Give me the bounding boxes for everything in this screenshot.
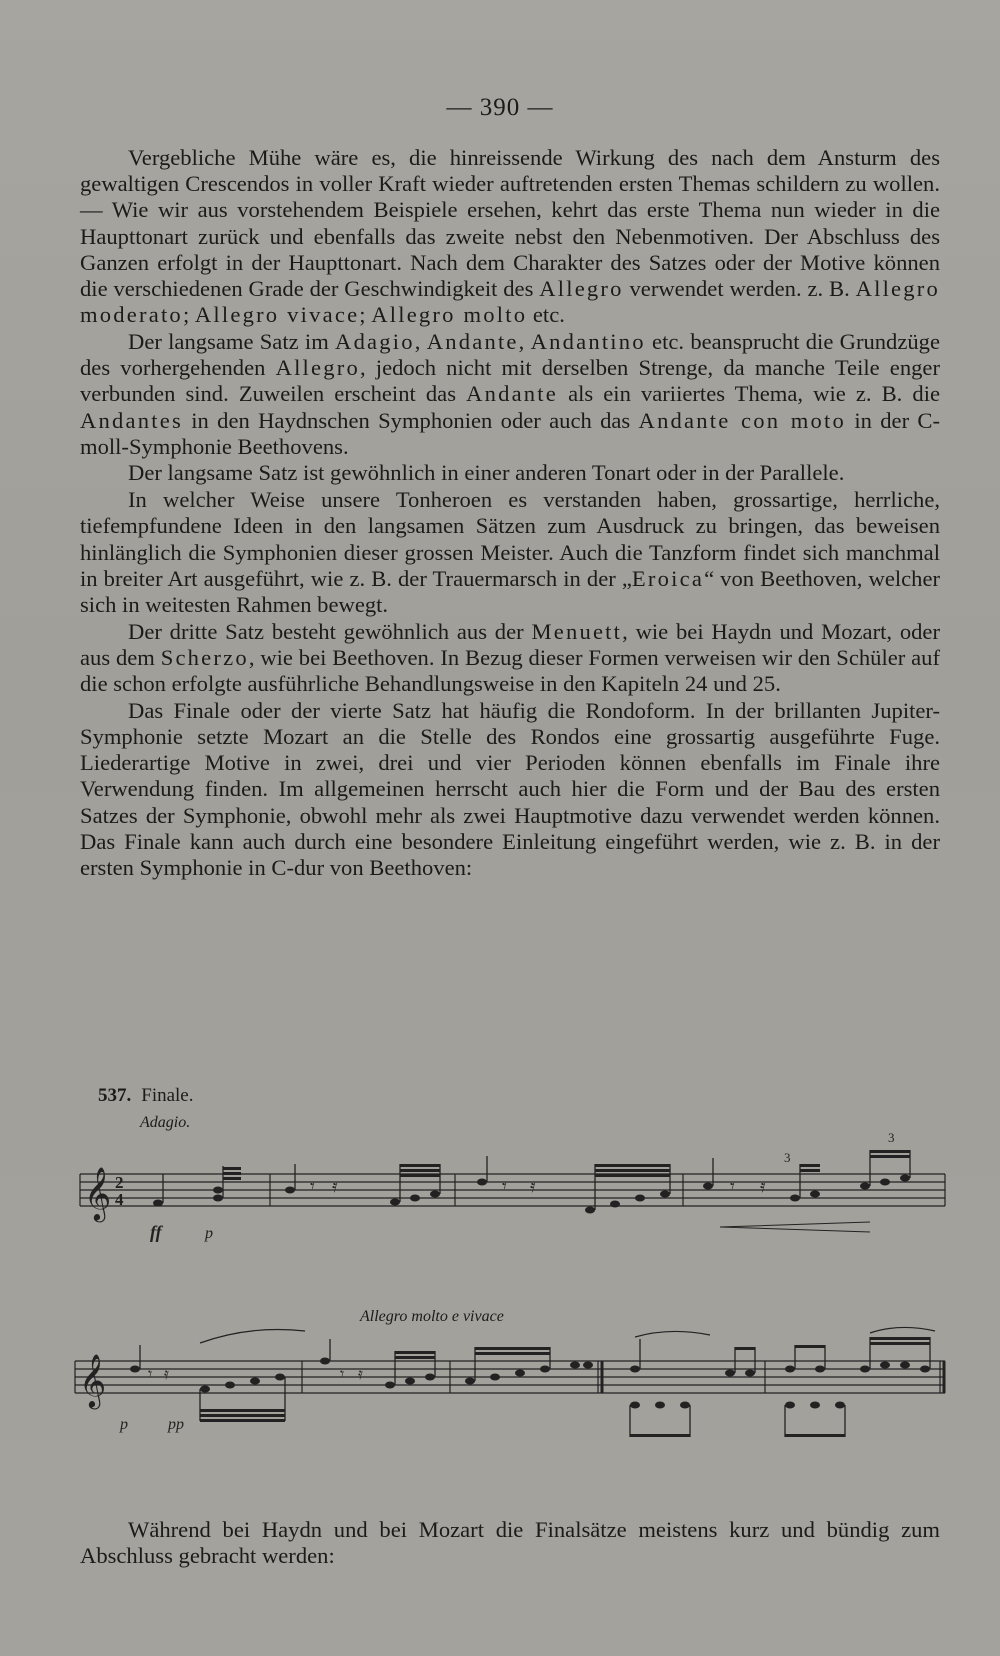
text-run: , wie bei Haydn und Mozart, oder aus dem (80, 618, 940, 670)
text-run: Vergebliche Mühe wäre es, die hinreissende Wirkung des nach dem Ansturm des gewaltigen Crescendos in voller Kraft wieder auftretenden ersten Themas schildern zu wollen. — Wie wir aus vorstehendem Beispiele ersehen, kehrt das erste Thema nun wieder in die Haupttonart zurück und ebenfalls das zweite nebst den Nebenmotiven. Der Abschluss des Ganzen erfolgt in der Haupttonart. Nach dem Charakter des Satzes oder der Motive können die verschiedenen Grade der Geschwindigkeit des (80, 145, 940, 302)
paragraph-4 (80, 487, 940, 618)
triplet-mark-2: 3 (888, 1130, 895, 1145)
text-run: ; (182, 302, 195, 328)
svg-text:𝄾: 𝄾 (340, 1366, 345, 1383)
svg-text:𝄿: 𝄿 (358, 1366, 363, 1383)
text-run: ; (359, 302, 372, 328)
paragraph-6 (80, 698, 940, 881)
paragraph-5 (80, 619, 940, 698)
example-title: Finale. (141, 1085, 194, 1106)
spaced-term: Andantino (530, 328, 646, 354)
time-signature-bottom: 4 (115, 1190, 124, 1209)
paragraph-1 (80, 145, 940, 328)
slur-2 (635, 1331, 710, 1337)
dynamic-p: p (205, 1225, 213, 1242)
spaced-term: Allegro (275, 355, 360, 381)
text-run: verwendet werden. z. B. (623, 276, 856, 302)
svg-text:𝄾: 𝄾 (148, 1366, 153, 1383)
triplet-mark: 3 (784, 1150, 791, 1165)
music-staff-1 (70, 1130, 950, 1250)
text-run: Der dritte Satz besteht gewöhnlich aus der (128, 618, 532, 644)
treble-clef-icon: 𝄞 (84, 1166, 112, 1220)
text-run: in den Haydnschen Symphonien oder auch das (182, 407, 639, 433)
text-run: etc. (527, 302, 565, 328)
text-run: Das Finale oder der vierte Satz hat häufig die Rondoform. In der brillanten Jupiter-Symphonie setzte Mozart an die Stelle des Rondos eine grossartig ausgeführte Fuge. Liederartige Motive in zwei, drei und vier Perioden können ebenfalls im Finale ihre Verwendung finden. Im allgemeinen herrscht auch hier die Form und der Bau des ersten Satzes der Symphonie, obwohl mehr als zwei Hauptmotive dazu verwendet werden können. Das Finale kann auch durch eine besondere Einleitung eingeführt werden, wie z. B. in der ersten Symphonie in C-dur von Beethoven: (80, 697, 940, 880)
dynamic-p-2: p (120, 1416, 128, 1433)
text-run: , (414, 328, 427, 354)
text-run: “ von Beethoven, welcher sich in weitesten Rahmen bewegt. (80, 565, 940, 617)
text-run: , jedoch nicht mit derselben Strenge, da manche Teile enger verbunden sind. Zuweilen erscheint das (80, 355, 940, 407)
text-run: als ein variiertes Thema, wie z. B. die (558, 381, 940, 407)
spaced-term: Andantes (80, 407, 183, 433)
music-staff-2 (70, 1325, 950, 1445)
body-text (80, 145, 940, 881)
closing-text (80, 1517, 940, 1569)
text-run: Der langsame Satz im (128, 328, 336, 354)
svg-text:𝄾: 𝄾 (310, 1176, 315, 1196)
text-run: In welcher Weise unsere Tonheroen es verstanden haben, grossartige, herrliche, tiefempfundene Ideen in den langsamen Sätzen zum Ausdruck zu bringen, das beweisen hinlänglich die Symphonien dieser grossen Meister. Auch die Tanzform findet sich manchmal in breiter Art ausgeführt, wie z. B. der Trauermarsch in der „ (80, 487, 940, 591)
page-number: — 390 — (446, 94, 554, 121)
dynamic-ff: ff (150, 1222, 162, 1242)
spaced-term: Allegro (539, 276, 624, 302)
svg-text:𝄿: 𝄿 (164, 1366, 169, 1383)
spaced-term: Andante (466, 381, 559, 407)
paragraph-2 (80, 329, 940, 460)
svg-text:𝄿: 𝄿 (760, 1176, 766, 1196)
time-signature-top: 2 (115, 1173, 124, 1192)
svg-text:𝄿: 𝄿 (332, 1176, 338, 1196)
text-run: in der C-moll-Symphonie Beethovens. (80, 407, 941, 459)
example-number: 537. (98, 1085, 132, 1106)
svg-text:𝄾: 𝄾 (502, 1176, 507, 1196)
tempo-marking-adagio: Adagio. (140, 1114, 191, 1131)
paragraph-3 (80, 460, 940, 486)
spaced-term: Andante con moto (638, 407, 847, 433)
dynamic-pp: pp (168, 1416, 184, 1433)
tempo-marking-allegro: Allegro molto e vivace (360, 1308, 504, 1325)
example-label (98, 1085, 194, 1107)
spaced-term: Allegro moderato (80, 276, 940, 328)
text-run: , wie bei Beethoven. In Bezug dieser Formen verweisen wir den Schüler auf die schon erfolgte ausführliche Behandlungsweise in den Kapiteln 24 und 25. (80, 644, 940, 697)
spaced-term: Allegro molto (371, 302, 528, 328)
text-run: Der langsame Satz ist gewöhnlich in einer anderen Tonart oder in der Parallele. (128, 460, 845, 486)
spaced-term: Andante (426, 328, 519, 354)
spaced-term: Adagio (335, 328, 415, 354)
text-run: , (518, 328, 531, 354)
text-run: etc. beansprucht die Grundzüge des vorhergehenden (80, 328, 941, 381)
spaced-term: Menuett (531, 618, 623, 644)
slur (200, 1330, 305, 1344)
spaced-term: Allegro vivace (194, 302, 360, 328)
spaced-term: Scherzo (160, 644, 249, 670)
notes-line-2 (130, 1337, 930, 1437)
slur-3 (870, 1327, 935, 1333)
closing-paragraph: Während bei Haydn und bei Mozart die Finalsätze meistens kurz und bündig zum Abschluss gebracht werden: (80, 1517, 940, 1569)
spaced-term: Eroica (631, 565, 705, 591)
crescendo-hairpin (720, 1222, 870, 1232)
svg-text:𝄿: 𝄿 (530, 1176, 536, 1196)
svg-text:𝄾: 𝄾 (730, 1176, 735, 1196)
treble-clef-icon-2: 𝄞 (79, 1353, 107, 1407)
